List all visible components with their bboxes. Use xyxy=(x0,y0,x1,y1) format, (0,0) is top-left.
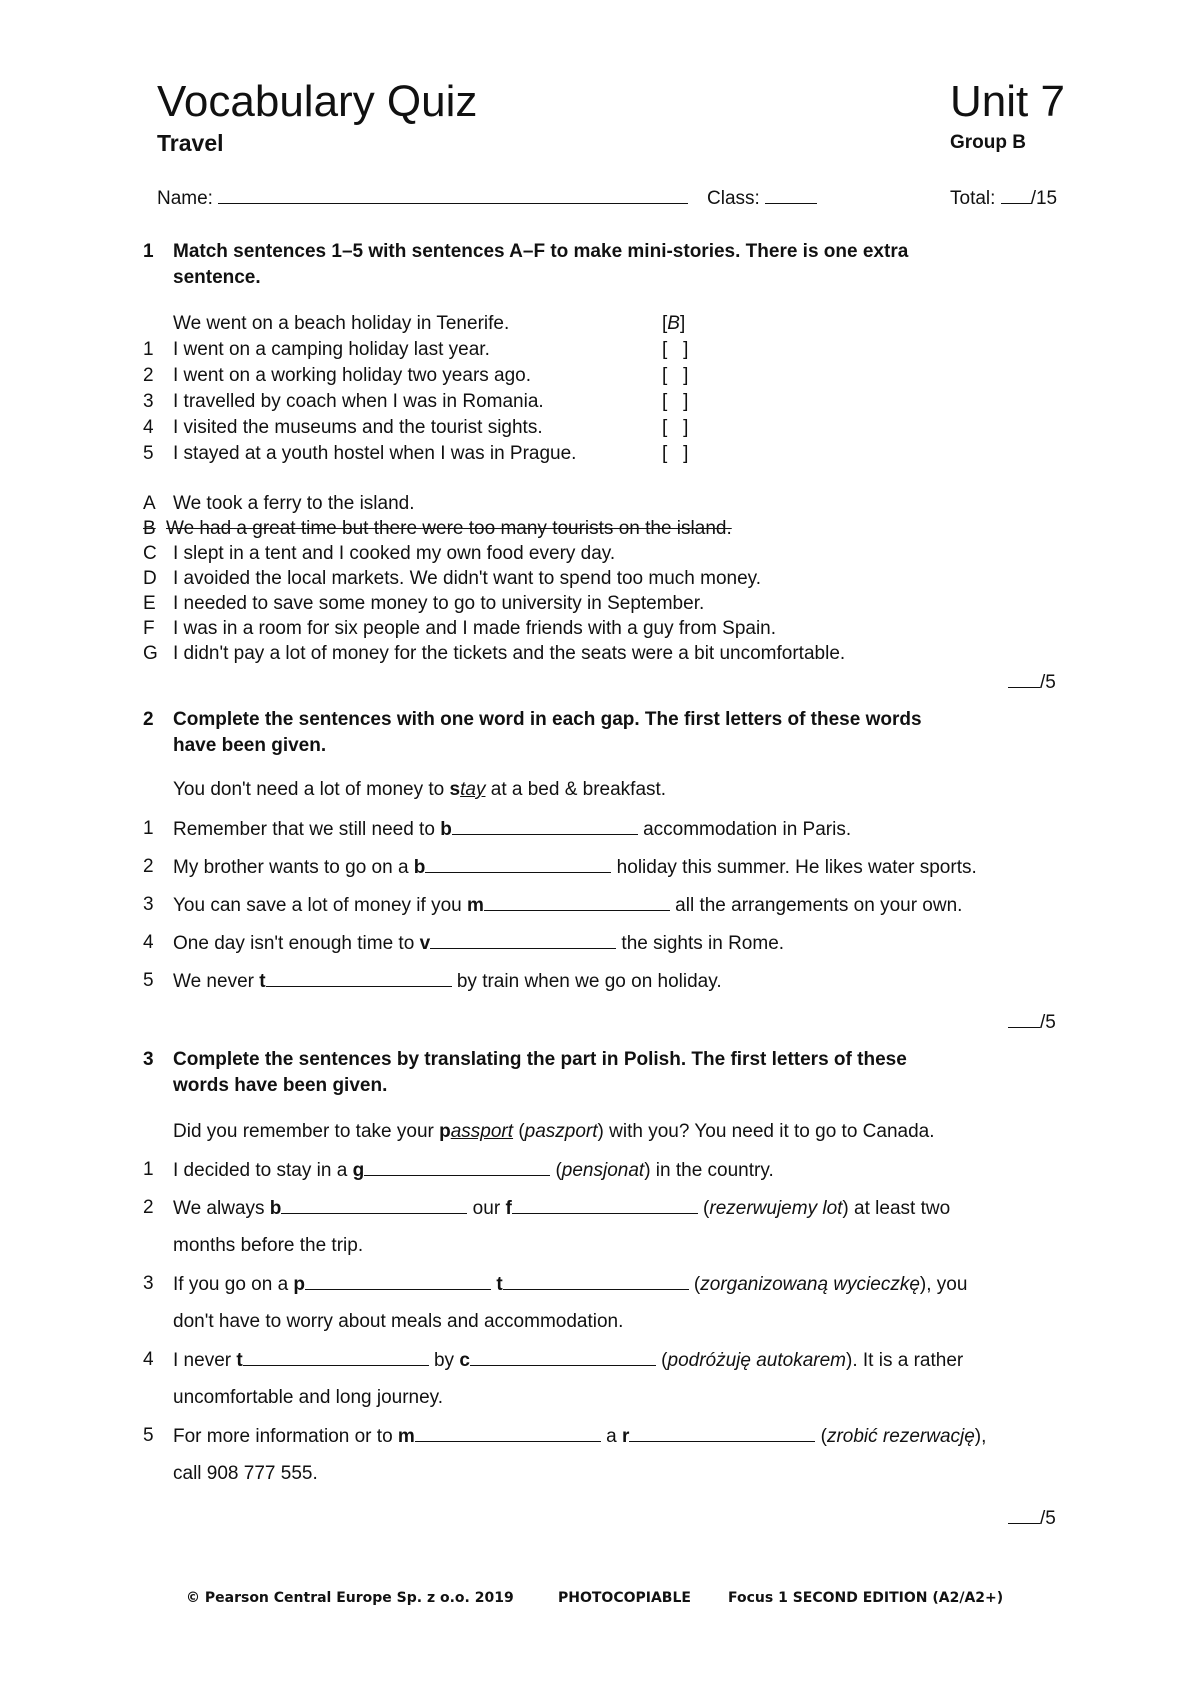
answer-bracket[interactable]: [ ] xyxy=(662,443,689,464)
example-answer: assport xyxy=(450,1121,514,1142)
first-letter: b xyxy=(269,1198,282,1219)
first-letter: m xyxy=(397,1426,415,1447)
score-blank[interactable] xyxy=(1008,670,1040,688)
translation-sentence: I never t by c (podróżuję autokarem). It is a rather xyxy=(173,1350,964,1371)
text: at a bed & breakfast. xyxy=(485,779,667,800)
first-letter: t xyxy=(259,971,266,992)
item-number: 4 xyxy=(143,932,154,953)
list-item: I visited the museums and the tourist sights. xyxy=(173,417,543,438)
translation-sentence: I decided to stay in a g (pensjonat) in the country. xyxy=(173,1160,774,1181)
first-letter: b xyxy=(440,819,452,840)
text: a xyxy=(600,1426,622,1447)
text: the sights in Rome. xyxy=(616,933,785,954)
section2-number: 2 xyxy=(143,709,154,730)
gap-blank[interactable] xyxy=(364,1158,550,1176)
text: I never xyxy=(173,1350,237,1371)
option-text: I was in a room for six people and I made friends with a guy from Spain. xyxy=(173,618,777,639)
answer-bracket[interactable]: [ ] xyxy=(662,339,689,360)
option-letter: D xyxy=(143,568,157,589)
gap-blank[interactable] xyxy=(281,1196,467,1214)
option-letter: A xyxy=(143,493,156,514)
page-subtitle: Travel xyxy=(157,130,224,156)
section1-instruction-line1: Match sentences 1–5 with sentences A–F to make mini-stories. There is one extra xyxy=(173,241,909,262)
text: For more information or to xyxy=(173,1426,398,1447)
score-max: /5 xyxy=(1040,1508,1056,1529)
section3-instruction-line2: words have been given. xyxy=(173,1075,388,1096)
text: , you xyxy=(926,1274,968,1295)
item-number: 4 xyxy=(143,1349,154,1370)
item-number: 2 xyxy=(143,365,154,386)
text: accommodation in Paris. xyxy=(637,819,852,840)
score-blank[interactable] xyxy=(1008,1506,1040,1524)
score-blank[interactable] xyxy=(1008,1010,1040,1028)
gap-blank[interactable] xyxy=(470,1348,656,1366)
option-letter: F xyxy=(143,618,155,639)
option-text: I avoided the local markets. We didn't want to spend too much money. xyxy=(173,568,762,589)
item-number: 1 xyxy=(143,339,154,360)
footer-photocopiable: PHOTOCOPIABLE xyxy=(558,1590,691,1606)
class-label: Class: xyxy=(707,188,760,209)
section3-score xyxy=(1008,1506,1056,1530)
name-blank[interactable] xyxy=(218,186,688,204)
first-letter: p xyxy=(293,1274,306,1295)
answer-bracket[interactable]: [ ] xyxy=(662,391,689,412)
first-letter: g xyxy=(352,1160,365,1181)
section1-score xyxy=(1008,670,1056,694)
text: Remember that we still need to xyxy=(173,819,441,840)
list-item: I went on a working holiday two years ago. xyxy=(173,365,532,386)
text: My brother wants to go on a xyxy=(173,857,414,878)
section1-number: 1 xyxy=(143,241,154,262)
option-text: I didn't pay a lot of money for the tickets and the seats were a bit uncomfortable. xyxy=(173,643,846,664)
section1-example-text: We went on a beach holiday in Tenerife. xyxy=(173,313,510,334)
answer-bracket[interactable]: [ ] xyxy=(662,417,689,438)
option-text: We took a ferry to the island. xyxy=(173,493,415,514)
first-letter: f xyxy=(505,1198,512,1219)
text: . It is a rather xyxy=(852,1350,964,1371)
option-text-crossed-out: We had a great time but there were too many tourists on the island. xyxy=(166,518,732,539)
gap-blank[interactable] xyxy=(629,1424,815,1442)
text: in the country. xyxy=(650,1160,774,1181)
text: Did you remember to take your xyxy=(173,1121,440,1142)
name-label: Name: xyxy=(157,188,213,209)
section2-example xyxy=(173,778,666,802)
text: , xyxy=(981,1426,987,1447)
section3-example: Did you remember to take your passport (paszport) with you? You need it to go to Canada. xyxy=(173,1121,935,1142)
class-blank[interactable] xyxy=(765,186,817,204)
text: You can save a lot of money if you xyxy=(173,895,467,916)
footer-edition: Focus 1 SECOND EDITION (A2/A2+) xyxy=(728,1590,1004,1606)
list-item: I went on a camping holiday last year. xyxy=(173,339,490,360)
option-letter: B xyxy=(143,518,156,539)
list-item: I stayed at a youth hostel when I was in Prague. xyxy=(173,443,577,464)
gap-blank[interactable] xyxy=(266,969,452,987)
sentence-continuation: uncomfortable and long journey. xyxy=(173,1387,444,1408)
text: I decided to stay in a xyxy=(173,1160,353,1181)
item-number: 5 xyxy=(143,1425,154,1446)
item-number: 3 xyxy=(143,1273,154,1294)
text: You don't need a lot of money to xyxy=(173,779,450,800)
section2-instruction-line1: Complete the sentences with one word in each gap. The first letters of these words xyxy=(173,709,922,730)
text: by train when we go on holiday. xyxy=(451,971,722,992)
section1-instruction-line2: sentence. xyxy=(173,267,261,288)
gap-sentence xyxy=(173,817,851,842)
gap-sentence xyxy=(173,931,784,956)
text: We always xyxy=(173,1198,270,1219)
gap-sentence xyxy=(173,969,722,994)
item-number: 4 xyxy=(143,417,154,438)
polish-phrase: zrobić rezerwację xyxy=(826,1426,975,1447)
total-max: /15 xyxy=(1030,188,1058,209)
text: We never xyxy=(173,971,260,992)
total-blank[interactable] xyxy=(1001,186,1031,204)
first-letter: p xyxy=(439,1121,451,1142)
name-field[interactable] xyxy=(157,186,688,211)
gap-blank[interactable] xyxy=(243,1348,429,1366)
text: by xyxy=(428,1350,460,1371)
section3-instruction-line1: Complete the sentences by translating the part in Polish. The first letters of these xyxy=(173,1049,907,1070)
item-number: 5 xyxy=(143,970,154,991)
item-number: 3 xyxy=(143,894,154,915)
footer-copyright: © Pearson Central Europe Sp. z o.o. 2019 xyxy=(186,1590,514,1606)
text: One day isn't enough time to xyxy=(173,933,420,954)
gap-blank[interactable] xyxy=(430,931,616,949)
section2-instruction-line2: have been given. xyxy=(173,735,327,756)
score-max: /5 xyxy=(1040,1012,1056,1033)
first-letter: m xyxy=(466,895,484,916)
section2-score xyxy=(1008,1010,1056,1034)
translation-sentence: If you go on a p t (zorganizowaną wycieczkę), you xyxy=(173,1274,968,1295)
first-letter: t xyxy=(496,1274,503,1295)
polish-phrase: podróżuję autokarem xyxy=(667,1350,847,1371)
polish-phrase: paszport xyxy=(524,1121,598,1142)
sentence-continuation: call 908 777 555. xyxy=(173,1463,318,1484)
first-letter: t xyxy=(236,1350,243,1371)
polish-phrase: zorganizowaną wycieczkę xyxy=(700,1274,920,1295)
gap-blank[interactable] xyxy=(415,1424,601,1442)
item-number: 3 xyxy=(143,391,154,412)
translation-sentence: We always b our f (rezerwujemy lot) at least two xyxy=(173,1198,951,1219)
first-letter: v xyxy=(419,933,431,954)
score-max: /5 xyxy=(1040,672,1056,693)
text: at least two xyxy=(848,1198,951,1219)
first-letter: r xyxy=(621,1426,630,1447)
page-title: Vocabulary Quiz xyxy=(157,77,478,126)
option-letter: C xyxy=(143,543,157,564)
text: If you go on a xyxy=(173,1274,294,1295)
class-field[interactable] xyxy=(707,186,817,211)
item-number: 1 xyxy=(143,818,154,839)
total-label: Total: xyxy=(950,188,996,209)
option-letter: E xyxy=(143,593,156,614)
sentence-continuation: months before the trip. xyxy=(173,1235,364,1256)
example-answer-letter: B xyxy=(667,313,680,334)
gap-blank[interactable] xyxy=(452,817,638,835)
text: all the arrangements on your own. xyxy=(669,895,963,916)
answer-bracket[interactable]: [ ] xyxy=(662,365,689,386)
gap-blank[interactable] xyxy=(503,1272,689,1290)
item-number: 1 xyxy=(143,1159,154,1180)
gap-sentence xyxy=(173,893,962,918)
unit-label: Unit 7 xyxy=(950,77,1065,126)
example-answer: tay xyxy=(460,779,486,800)
group-label: Group B xyxy=(950,132,1026,153)
section3-number: 3 xyxy=(143,1049,154,1070)
gap-blank[interactable] xyxy=(425,855,611,873)
text: with you? You need it to go to Canada. xyxy=(603,1121,935,1142)
text: holiday this summer. He likes water sports. xyxy=(611,857,977,878)
polish-phrase: pensjonat xyxy=(561,1160,645,1181)
option-text: I needed to save some money to go to university in September. xyxy=(173,593,705,614)
gap-blank[interactable] xyxy=(305,1272,491,1290)
option-letter: G xyxy=(143,643,158,664)
gap-sentence xyxy=(173,855,977,880)
polish-phrase: rezerwujemy lot xyxy=(709,1198,843,1219)
option-text: I slept in a tent and I cooked my own food every day. xyxy=(173,543,616,564)
first-letter: s xyxy=(449,779,461,800)
list-item: I travelled by coach when I was in Romania. xyxy=(173,391,544,412)
first-letter: c xyxy=(459,1350,470,1371)
section1-example-answer: [B] xyxy=(662,313,686,334)
total-field xyxy=(950,186,1057,211)
gap-blank[interactable] xyxy=(512,1196,698,1214)
item-number: 5 xyxy=(143,443,154,464)
first-letter: b xyxy=(413,857,426,878)
translation-sentence: For more information or to m a r (zrobić rezerwację), xyxy=(173,1426,987,1447)
text: our xyxy=(467,1198,506,1219)
item-number: 2 xyxy=(143,1197,154,1218)
item-number: 2 xyxy=(143,856,154,877)
gap-blank[interactable] xyxy=(484,893,670,911)
sentence-continuation: don't have to worry about meals and accommodation. xyxy=(173,1311,624,1332)
